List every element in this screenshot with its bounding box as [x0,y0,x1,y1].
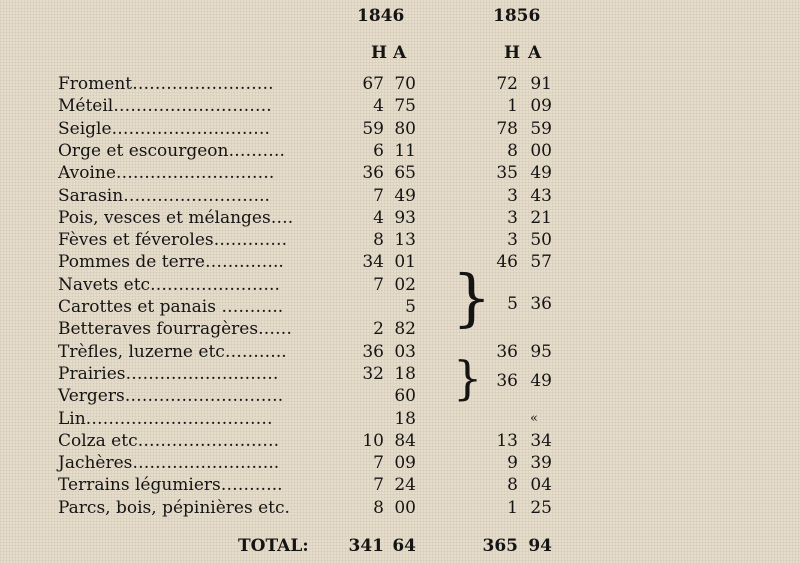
row-label: Lin…………………………… [58,408,273,429]
row-a-1846: 00 [394,497,416,518]
row-a-1846: 11 [394,140,416,161]
row-label: Pommes de terre………….. [58,252,284,273]
row-h-1856: 78 [496,118,518,139]
row-a-1846: 09 [394,453,416,474]
total-a-1856: 94 [528,536,552,556]
row-a-1856: 43 [530,185,552,206]
row-h-1846: 8 [373,230,384,251]
row-h-1846: 7 [373,453,384,474]
row-a-1856: 04 [530,475,552,496]
row-label: Navets etc………………….. [58,274,280,295]
row-h-1856: 1 [507,497,518,518]
total-label: TOTAL: [238,536,309,556]
row-h-1846: 7 [373,475,384,496]
row-a-1856: 49 [530,163,552,184]
row-a-1846: 01 [394,252,416,273]
row-label: Méteil………………………. [58,96,272,117]
brace-meadows: } [453,351,483,405]
total-h-1846: 341 [348,536,384,556]
row-h-1846: 36 [362,163,384,184]
row-h-1856: 35 [496,163,518,184]
row-h-1846: 36 [362,341,384,362]
row-h-1846: 4 [373,207,384,228]
row-h-1846: 59 [362,118,384,139]
row-a-1856: 39 [530,453,552,474]
unit-header-h-1856: H [504,43,521,63]
brace-root-crops: } [452,261,492,334]
row-a-1856: 34 [530,430,552,451]
row-a-1856: 49 [530,371,552,391]
row-a-1846: 75 [394,96,416,117]
row-a-1856: 00 [530,140,552,161]
row-label: Avoine………………………. [58,163,275,184]
year-header-1846: 1846 [357,6,405,26]
row-a-1846: 65 [394,163,416,184]
unit-header-a-1846: A [393,43,407,63]
row-a-1846: 03 [394,341,416,362]
row-h-1856: 9 [507,453,518,474]
row-a-1856: 50 [530,230,552,251]
row-a-1856: 57 [530,252,552,273]
year-header-1856: 1856 [493,6,541,26]
row-label: Carottes et panais ……….. [58,297,284,317]
row-a-1846: 70 [394,74,416,94]
row-h-1856: 8 [507,140,518,161]
row-h-1856: 36 [496,341,518,362]
row-label: Terrains légumiers……….. [58,475,283,496]
row-label: Orge et escourgeon………. [58,140,285,161]
row-label: Vergers………………………. [58,386,284,407]
row-h-1846: 7 [373,185,384,206]
row-h-1856: 13 [496,430,518,451]
row-a-1846: 84 [394,430,416,451]
row-h-1856: 8 [507,475,518,496]
row-h-1846: 7 [373,274,384,295]
total-a-1846: 64 [392,536,416,556]
row-h-1846: 6 [373,140,384,161]
row-a-1856: 91 [530,74,552,94]
row-label: Colza etc……………………. [58,430,279,451]
row-a-1846: 60 [394,386,416,407]
row-ditto-mark-1856: « [530,410,538,426]
row-label: Seigle………………………. [58,118,270,139]
unit-header-h-1846: H [371,43,388,63]
row-label: Jachères…………………….. [58,453,280,474]
row-a-1846: 49 [394,185,416,206]
row-h-1846: 8 [373,497,384,518]
row-a-1846: 93 [394,207,416,228]
row-label: Prairies……………………… [58,363,279,384]
row-a-1856: 21 [530,207,552,228]
row-a-1856: 36 [530,294,552,314]
row-h-1856: 46 [496,252,518,273]
row-a-1846: 24 [394,475,416,496]
row-h-1846: 10 [362,430,384,451]
unit-header-a-1856: A [528,43,542,63]
row-h-1846: 67 [362,74,384,94]
row-h-1856: 3 [507,185,518,206]
row-label: Sarasin…………………….. [58,185,270,206]
row-label: Froment……………………. [58,74,274,94]
row-a-1846: 80 [394,118,416,139]
row-label: Parcs, bois, pépinières etc. [58,497,290,518]
row-a-1846: 18 [394,408,416,429]
row-h-1856: 5 [507,294,518,314]
row-a-1846: 02 [394,274,416,295]
row-a-1856: 25 [530,497,552,518]
row-label: Betteraves fourragères…… [58,319,293,340]
row-label: Pois, vesces et mélanges…. [58,207,294,228]
row-h-1856: 3 [507,207,518,228]
total-h-1856: 365 [482,536,518,556]
row-h-1856: 3 [507,230,518,251]
row-h-1856: 36 [496,371,518,391]
row-label: Fèves et féveroles…………. [58,230,288,251]
row-a-1856: 09 [530,96,552,117]
row-a-1856: 59 [530,118,552,139]
row-h-1846: 34 [362,252,384,273]
row-h-1846: 2 [373,319,384,340]
row-h-1846: 32 [362,363,384,384]
row-a-1846: 5 [405,297,416,317]
row-label: Trèfles, luzerne etc……….. [58,341,287,362]
row-a-1846: 18 [394,363,416,384]
row-h-1856: 72 [496,74,518,94]
row-h-1856: 1 [507,96,518,117]
row-h-1846: 4 [373,96,384,117]
row-a-1856: 95 [530,341,552,362]
row-a-1846: 82 [394,319,416,340]
row-a-1846: 13 [394,230,416,251]
